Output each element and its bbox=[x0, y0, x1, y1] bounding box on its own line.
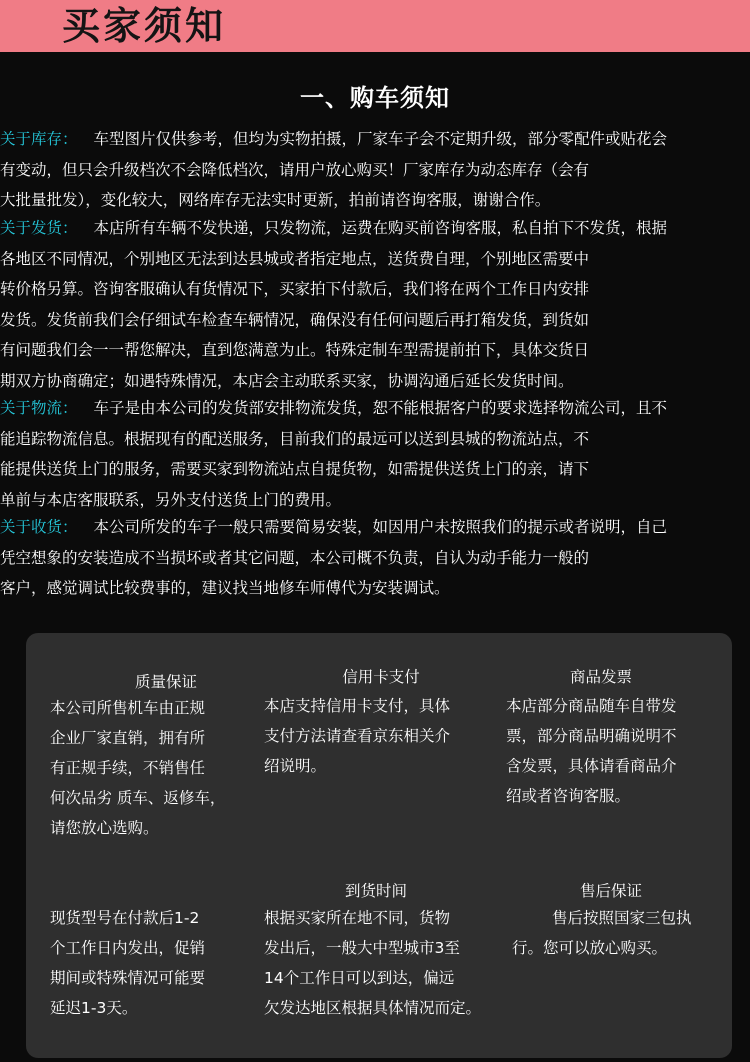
quality-line: 何次品劣 质车、返修车， bbox=[50, 789, 226, 807]
notice-line: 能追踪物流信息。根据现有的配送服务，目前我们的最远可以送到县城的物流站点，不 bbox=[0, 429, 590, 448]
quality-line: 企业厂家直销，拥有所 bbox=[50, 729, 206, 747]
invoice-line: 本店部分商品随车自带发 bbox=[506, 697, 677, 715]
service-panel bbox=[26, 633, 732, 1058]
notice-receiving bbox=[0, 512, 750, 604]
header-title: 买家须知 bbox=[62, 3, 227, 48]
notice-line: 转价格另算。咨询客服确认有货情况下，买家拍下付款后，我们将在两个工作日内安排 bbox=[0, 280, 590, 298]
notice-line: 能提供送货上门的服务，需要买家到物流站点自提货物，如需提供送货上门的亲，请下 bbox=[0, 460, 590, 478]
notice-line: 关于发货： 本店所有车辆不发快递，只发物流，运费在购买前咨询客服，私自拍下不发货，根据 bbox=[0, 219, 668, 237]
notice-line: 关于收货： 本公司所发的车子一般只需要简易安装，如因用户未按照我们的提示或者说明，自己 bbox=[0, 518, 668, 536]
notice-text: 本公司所发的车子一般只需要简易安装，如因用户未按照我们的提示或者说明，自己 bbox=[93, 518, 668, 536]
credit-text bbox=[264, 691, 494, 781]
notice-line: 客户，感觉调试比较费事的，建议找当地修车师傅代为安装调试。 bbox=[0, 579, 450, 597]
notice-stock bbox=[0, 124, 750, 216]
notice-label: 关于库存 bbox=[0, 130, 63, 148]
stock-text bbox=[50, 903, 260, 1023]
notice-label: 关于发货 bbox=[0, 219, 63, 237]
stock-line: 现货型号在付款后1-2 bbox=[50, 909, 200, 927]
quality-line: 本公司所售机车由正规 bbox=[50, 699, 206, 717]
arrival-title: 到货时间 bbox=[344, 882, 407, 900]
aftersale-line: 行。您可以放心购买。 bbox=[512, 939, 668, 957]
aftersale-line: 售后按照国家三包执 bbox=[552, 909, 692, 927]
notice-line: 期双方协商确定；如遇特殊情况，本店会主动联系买家，协调沟通后延长发货时间。 bbox=[0, 371, 574, 390]
notice-text: 本店所有车辆不发快递，只发物流，运费在购买前咨询客服，私自拍下不发货，根据 bbox=[93, 219, 668, 237]
invoice-text bbox=[506, 691, 726, 811]
notice-line: 有变动，但只会升级档次不会降低档次，请用户放心购买！厂家库存为动态库存（会有 bbox=[0, 160, 590, 179]
invoice-line: 票，部分商品明确说明不 bbox=[506, 727, 677, 745]
stock-line: 延迟1-3天。 bbox=[50, 999, 138, 1017]
notice-line: 有问题我们会一一帮您解决，直到您满意为止。特殊定制车型需提前拍下，具体交货日 bbox=[0, 341, 590, 359]
notice-text: 车型图片仅供参考，但均为实物拍摄，厂家车子会不定期升级，部分零配件或贴花会 bbox=[93, 130, 668, 148]
aftersale-text bbox=[512, 903, 722, 963]
arrival-text bbox=[264, 903, 504, 1023]
notice-logistics bbox=[0, 393, 750, 515]
arrival-line: 根据买家所在地不同，货物 bbox=[264, 909, 451, 927]
credit-line: 绍说明。 bbox=[264, 757, 327, 775]
header-bar bbox=[0, 0, 750, 52]
notice-line: 大批量批发），变化较大，网络库存无法实时更新，拍前请咨询客服，谢谢合作。 bbox=[0, 191, 551, 209]
invoice-title: 商品发票 bbox=[569, 668, 632, 686]
credit-line: 支付方法请查看京东相关介 bbox=[264, 727, 451, 745]
notice-line: 关于库存： 车型图片仅供参考，但均为实物拍摄，厂家车子会不定期升级，部分零配件或贴花会 bbox=[0, 130, 668, 148]
notice-shipping bbox=[0, 213, 750, 396]
invoice-line: 绍或者咨询客服。 bbox=[506, 787, 631, 805]
stock-line: 期间或特殊情况可能要 bbox=[50, 969, 206, 987]
arrival-line: 欠发达地区根据具体情况而定。 bbox=[264, 999, 482, 1017]
notice-label: 关于收货 bbox=[0, 518, 63, 536]
credit-title: 信用卡支付 bbox=[342, 668, 420, 686]
quality-line: 有正规手续，不销售任 bbox=[50, 759, 206, 777]
notice-label: 关于物流 bbox=[0, 399, 63, 417]
notice-line: 关于物流： 车子是由本公司的发货部安排物流发货，恕不能根据客户的要求选择物流公司，且不 bbox=[0, 399, 668, 417]
arrival-line: 14个工作日可以到达，偏远 bbox=[264, 969, 455, 987]
quality-text bbox=[50, 693, 260, 843]
credit-line: 本店支持信用卡支付，具体 bbox=[264, 697, 451, 715]
invoice-line: 含发票，具体请看商品介 bbox=[506, 757, 677, 775]
notice-line: 发货。发货前我们会仔细试车检查车辆情况，确保没有任何问题后再打箱发货，到货如 bbox=[0, 310, 590, 329]
quality-title: 质量保证 bbox=[134, 673, 197, 691]
notice-line: 单前与本店客服联系，另外支付送货上门的费用。 bbox=[0, 490, 342, 509]
notice-text: 车子是由本公司的发货部安排物流发货，恕不能根据客户的要求选择物流公司，且不 bbox=[93, 399, 668, 417]
notice-line: 各地区不同情况，个别地区无法到达县城或者指定地点，送货费自理，个别地区需要中 bbox=[0, 249, 590, 268]
section-title: 一、购车须知 bbox=[300, 84, 450, 112]
quality-line: 请您放心选购。 bbox=[50, 819, 159, 837]
arrival-line: 发出后，一般大中型城市3至 bbox=[264, 939, 460, 957]
stock-line: 个工作日内发出，促销 bbox=[50, 939, 206, 957]
aftersale-title: 售后保证 bbox=[579, 882, 642, 900]
notice-line: 凭空想象的安装造成不当损坏或者其它问题，本公司概不负责，自认为动手能力一般的 bbox=[0, 548, 590, 567]
